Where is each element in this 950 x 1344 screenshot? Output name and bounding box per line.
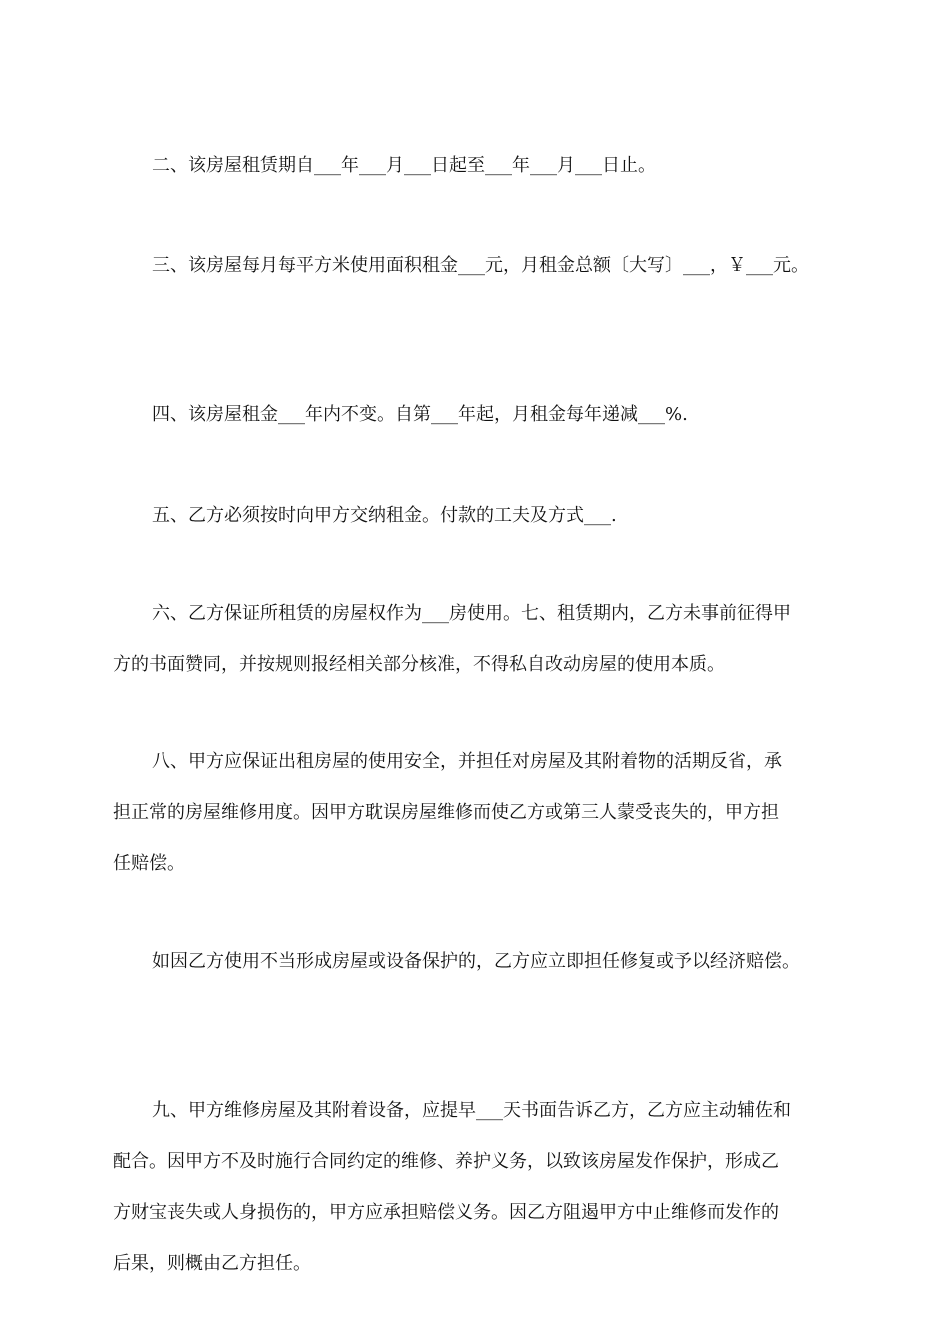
paragraph-line: 配合。因甲方不及时施行合同约定的维修、养护义务，以致该房屋发作保护，形成乙 [113, 1151, 779, 1172]
paragraph-line: 担正常的房屋维修用度。因甲方耽误房屋维修而使乙方或第三人蒙受丧失的，甲方担 [113, 802, 779, 823]
paragraph-line: 任赔偿。 [113, 853, 185, 874]
clause-3-paragraph [113, 240, 843, 291]
paragraph-line: 方的书面赞同，并按规则报经相关部分核准，不得私自改动房屋的使用本质。 [113, 654, 725, 675]
paragraph-line: 五、乙方必须按时向甲方交纳租金。付款的工夫及方式___. [152, 505, 617, 526]
paragraph-line: 二、该房屋租赁期自___年___月___日起至___年___月___日止。 [152, 155, 656, 176]
clause-8-paragraph [113, 736, 843, 889]
paragraph-line: 方财宝丧失或人身损伤的，甲方应承担赔偿义务。因乙方阻遏甲方中止维修而发作的 [113, 1202, 779, 1223]
paragraph-line: 六、乙方保证所租赁的房屋权作为___房使用。七、租赁期内，乙方未事前征得甲 [152, 603, 791, 624]
paragraph-line: 四、该房屋租金___年内不变。自第___年起，月租金每年递减___%. [152, 404, 688, 425]
paragraph-line: 三、该房屋每月每平方米使用面积租金___元，月租金总额〔大写〕___，￥___元。 [152, 255, 809, 276]
paragraph-line: 如因乙方使用不当形成房屋或设备保护的，乙方应立即担任修复或予以经济赔偿。 [152, 951, 800, 972]
paragraph-line: 后果，则概由乙方担任。 [113, 1253, 311, 1274]
paragraph-line: 八、甲方应保证出租房屋的使用安全，并担任对房屋及其附着物的活期反省，承 [152, 751, 782, 772]
clause-8-extra-paragraph [113, 936, 843, 987]
clause-2-paragraph [113, 140, 843, 191]
paragraph-line: 九、甲方维修房屋及其附着设备，应提早___天书面告诉乙方，乙方应主动辅佐和 [152, 1100, 791, 1121]
clause-6-7-paragraph [113, 588, 843, 690]
clause-5-paragraph [113, 490, 843, 541]
clause-4-paragraph [113, 389, 843, 440]
clause-9-paragraph [113, 1085, 843, 1289]
